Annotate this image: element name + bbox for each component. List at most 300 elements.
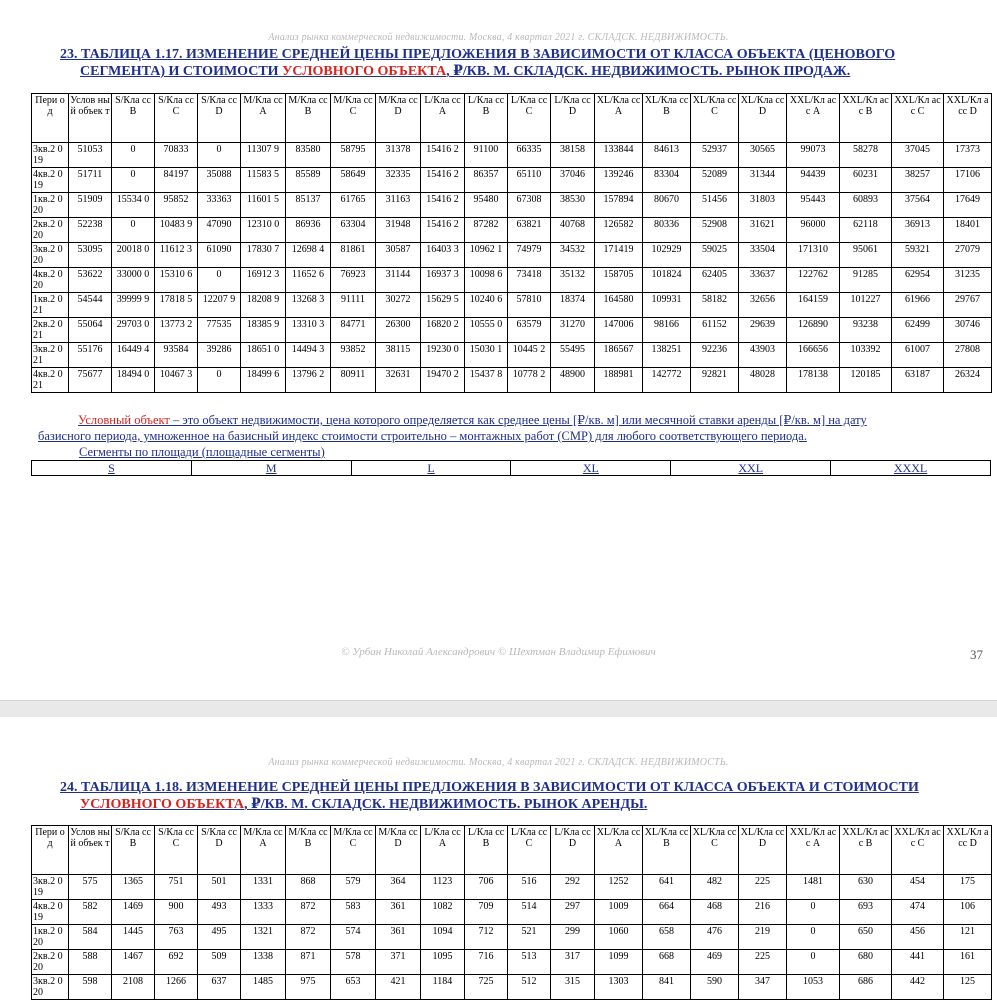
column-header: XL/Кла сс A — [595, 94, 643, 143]
title-red-term: УСЛОВНОГО ОБЪЕКТА — [80, 797, 244, 812]
value-cell: 871 — [286, 950, 331, 975]
value-cell: 91111 — [331, 293, 376, 318]
value-cell: 93852 — [331, 343, 376, 368]
value-cell: 61765 — [331, 193, 376, 218]
value-cell: 31270 — [551, 318, 595, 343]
value-cell: 80911 — [331, 368, 376, 393]
column-header: XL/Кла сс D — [739, 94, 787, 143]
value-cell: 40768 — [551, 218, 595, 243]
column-header: XL/Кла сс C — [691, 94, 739, 143]
value-cell: 31621 — [739, 218, 787, 243]
value-cell: 582 — [69, 900, 112, 925]
value-cell: 509 — [198, 950, 241, 975]
period-cell: 3кв.2 019 — [32, 875, 69, 900]
value-cell: 62954 — [892, 268, 944, 293]
value-cell: 975 — [286, 975, 331, 1000]
value-cell: 87282 — [465, 218, 508, 243]
value-cell: 872 — [286, 925, 331, 950]
value-cell: 637 — [198, 975, 241, 1000]
column-header: M/Кла сс B — [286, 826, 331, 875]
value-cell: 19230 0 — [421, 343, 465, 368]
table-row — [32, 243, 992, 268]
column-header: XXL/Кл асс B — [840, 826, 892, 875]
value-cell: 468 — [691, 900, 739, 925]
value-cell: 73418 — [508, 268, 551, 293]
column-header: M/Кла сс A — [241, 826, 286, 875]
value-cell: 54544 — [69, 293, 112, 318]
value-cell: 86357 — [465, 168, 508, 193]
value-cell: 10778 2 — [508, 368, 551, 393]
table-row — [32, 950, 992, 975]
value-cell: 33000 0 — [112, 268, 155, 293]
value-cell: 868 — [286, 875, 331, 900]
value-cell: 18374 — [551, 293, 595, 318]
value-cell: 10962 1 — [465, 243, 508, 268]
value-cell: 92236 — [691, 343, 739, 368]
value-cell: 630 — [840, 875, 892, 900]
value-cell: 96000 — [787, 218, 840, 243]
table-row — [32, 293, 992, 318]
table-row — [32, 875, 992, 900]
period-cell: 2кв.2 021 — [32, 318, 69, 343]
value-cell: 37045 — [892, 143, 944, 168]
value-cell: 872 — [286, 900, 331, 925]
value-cell: 62405 — [691, 268, 739, 293]
period-cell: 3кв.2 020 — [32, 243, 69, 268]
value-cell: 35088 — [198, 168, 241, 193]
column-header: XXL/Кл асс C — [892, 94, 944, 143]
value-cell: 900 — [155, 900, 198, 925]
value-cell: 55495 — [551, 343, 595, 368]
value-cell: 60231 — [840, 168, 892, 193]
value-cell: 512 — [508, 975, 551, 1000]
value-cell: 225 — [739, 950, 787, 975]
value-cell: 51711 — [69, 168, 112, 193]
title-line-1: 24. ТАБЛИЦА 1.18. ИЗМЕНЕНИЕ СРЕДНЕЙ ЦЕНЫ ПРЕДЛОЖЕНИЯ В ЗАВИСИМОСТИ ОТ КЛАССА ОБЪЕКТА И СТОИМОСТИ — [60, 780, 919, 795]
value-cell: 692 — [155, 950, 198, 975]
value-cell: 63579 — [508, 318, 551, 343]
value-cell: 122762 — [787, 268, 840, 293]
value-cell: 16820 2 — [421, 318, 465, 343]
table-row — [32, 975, 992, 1000]
value-cell: 30746 — [944, 318, 992, 343]
segment-link-xl[interactable]: XL — [511, 461, 671, 476]
value-cell: 1481 — [787, 875, 840, 900]
value-cell: 1321 — [241, 925, 286, 950]
value-cell: 158705 — [595, 268, 643, 293]
value-cell: 297 — [551, 900, 595, 925]
value-cell: 26300 — [376, 318, 421, 343]
period-cell: 3кв.2 019 — [32, 143, 69, 168]
value-cell: 664 — [643, 900, 691, 925]
value-cell: 0 — [112, 143, 155, 168]
value-cell: 653 — [331, 975, 376, 1000]
value-cell: 62499 — [892, 318, 944, 343]
value-cell: 51456 — [691, 193, 739, 218]
value-cell: 63821 — [508, 218, 551, 243]
value-cell: 29767 — [944, 293, 992, 318]
value-cell: 51909 — [69, 193, 112, 218]
definition-text-1: – это объект недвижимости, цена которого определяется как среднее цены [₽/кв. м] или месячной ставки аренды [₽/кв. м] на дату — [169, 413, 867, 427]
value-cell: 60893 — [840, 193, 892, 218]
period-cell: 4кв.2 020 — [32, 268, 69, 293]
value-cell: 37046 — [551, 168, 595, 193]
value-cell: 91285 — [840, 268, 892, 293]
column-header: XXL/Кл асс A — [787, 826, 840, 875]
value-cell: 1184 — [421, 975, 465, 1000]
value-cell: 10555 0 — [465, 318, 508, 343]
value-cell: 65110 — [508, 168, 551, 193]
value-cell: 142772 — [643, 368, 691, 393]
value-cell: 11583 5 — [241, 168, 286, 193]
column-header: Пери од — [32, 94, 69, 143]
segment-link-l[interactable]: L — [351, 461, 511, 476]
value-cell: 95480 — [465, 193, 508, 218]
value-cell: 18494 0 — [112, 368, 155, 393]
value-cell: 27808 — [944, 343, 992, 368]
period-cell: 1кв.2 020 — [32, 193, 69, 218]
value-cell: 514 — [508, 900, 551, 925]
value-cell: 474 — [892, 900, 944, 925]
value-cell: 658 — [643, 925, 691, 950]
value-cell: 16449 4 — [112, 343, 155, 368]
value-cell: 501 — [198, 875, 241, 900]
value-cell: 583 — [331, 900, 376, 925]
value-cell: 76923 — [331, 268, 376, 293]
value-cell: 10445 2 — [508, 343, 551, 368]
column-header: M/Кла сс D — [376, 826, 421, 875]
value-cell: 81861 — [331, 243, 376, 268]
table-row — [32, 218, 992, 243]
value-cell: 575 — [69, 875, 112, 900]
value-cell: 31163 — [376, 193, 421, 218]
value-cell: 55176 — [69, 343, 112, 368]
value-cell: 32335 — [376, 168, 421, 193]
column-header: XXL/Кл асс B — [840, 94, 892, 143]
value-cell: 584 — [69, 925, 112, 950]
value-cell: 469 — [691, 950, 739, 975]
segment-link-s[interactable]: S — [32, 461, 192, 476]
column-header: M/Кла сс A — [241, 94, 286, 143]
value-cell: 361 — [376, 900, 421, 925]
table-title-1-17 — [60, 46, 960, 80]
column-header: XL/Кла сс C — [691, 826, 739, 875]
value-cell: 493 — [198, 900, 241, 925]
value-cell: 598 — [69, 975, 112, 1000]
value-cell: 31378 — [376, 143, 421, 168]
value-cell: 84197 — [155, 168, 198, 193]
segment-link-xxxl[interactable]: XXXL — [831, 461, 991, 476]
value-cell: 188981 — [595, 368, 643, 393]
value-cell: 15416 2 — [421, 218, 465, 243]
value-cell: 12310 0 — [241, 218, 286, 243]
column-header: L/Кла сс A — [421, 826, 465, 875]
value-cell: 454 — [892, 875, 944, 900]
value-cell: 0 — [787, 950, 840, 975]
column-header: S/Кла сс C — [155, 826, 198, 875]
column-header: M/Кла сс C — [331, 826, 376, 875]
value-cell: 292 — [551, 875, 595, 900]
column-header: L/Кла сс C — [508, 826, 551, 875]
value-cell: 18651 0 — [241, 343, 286, 368]
value-cell: 10467 3 — [155, 368, 198, 393]
value-cell: 75677 — [69, 368, 112, 393]
value-cell: 101227 — [840, 293, 892, 318]
value-cell: 109931 — [643, 293, 691, 318]
column-header: XXL/Кл асс C — [892, 826, 944, 875]
value-cell: 1331 — [241, 875, 286, 900]
value-cell: 58182 — [691, 293, 739, 318]
value-cell: 53622 — [69, 268, 112, 293]
value-cell: 763 — [155, 925, 198, 950]
value-cell: 58649 — [331, 168, 376, 193]
segments-table — [31, 460, 991, 476]
value-cell: 33363 — [198, 193, 241, 218]
value-cell: 686 — [840, 975, 892, 1000]
value-cell: 225 — [739, 875, 787, 900]
value-cell: 16403 3 — [421, 243, 465, 268]
value-cell: 85137 — [286, 193, 331, 218]
value-cell: 33637 — [739, 268, 787, 293]
value-cell: 43903 — [739, 343, 787, 368]
period-cell: 3кв.2 021 — [32, 343, 69, 368]
value-cell: 171419 — [595, 243, 643, 268]
value-cell: 83304 — [643, 168, 691, 193]
value-cell: 58795 — [331, 143, 376, 168]
value-cell: 16937 3 — [421, 268, 465, 293]
footer-copyright: © Урбан Николай Александрович © Шехтман Владимир Ефимович — [341, 646, 656, 658]
value-cell: 1365 — [112, 875, 155, 900]
table-row — [32, 368, 992, 393]
value-cell: 1469 — [112, 900, 155, 925]
value-cell: 1338 — [241, 950, 286, 975]
value-cell: 98166 — [643, 318, 691, 343]
value-cell: 29703 0 — [112, 318, 155, 343]
value-cell: 590 — [691, 975, 739, 1000]
column-header: XXL/Кл асс D — [944, 826, 992, 875]
value-cell: 11601 5 — [241, 193, 286, 218]
value-cell: 74979 — [508, 243, 551, 268]
value-cell: 61090 — [198, 243, 241, 268]
value-cell: 709 — [465, 900, 508, 925]
value-cell: 61966 — [892, 293, 944, 318]
value-cell: 51053 — [69, 143, 112, 168]
value-cell: 216 — [739, 900, 787, 925]
value-cell: 36913 — [892, 218, 944, 243]
table-row — [32, 343, 992, 368]
value-cell: 26324 — [944, 368, 992, 393]
value-cell: 476 — [691, 925, 739, 950]
value-cell: 27079 — [944, 243, 992, 268]
value-cell: 317 — [551, 950, 595, 975]
value-cell: 15310 6 — [155, 268, 198, 293]
value-cell: 92821 — [691, 368, 739, 393]
value-cell: 121 — [944, 925, 992, 950]
value-cell: 12207 9 — [198, 293, 241, 318]
value-cell: 59321 — [892, 243, 944, 268]
value-cell: 102929 — [643, 243, 691, 268]
value-cell: 299 — [551, 925, 595, 950]
value-cell: 86936 — [286, 218, 331, 243]
period-cell: 4кв.2 021 — [32, 368, 69, 393]
value-cell: 94439 — [787, 168, 840, 193]
value-cell: 52238 — [69, 218, 112, 243]
column-header: L/Кла сс B — [465, 826, 508, 875]
value-cell: 11612 3 — [155, 243, 198, 268]
value-cell: 1082 — [421, 900, 465, 925]
value-cell: 0 — [198, 143, 241, 168]
page-separator — [0, 700, 997, 718]
value-cell: 442 — [892, 975, 944, 1000]
value-cell: 52908 — [691, 218, 739, 243]
value-cell: 139246 — [595, 168, 643, 193]
value-cell: 171310 — [787, 243, 840, 268]
value-cell: 12698 4 — [286, 243, 331, 268]
period-cell: 2кв.2 020 — [32, 218, 69, 243]
value-cell: 0 — [112, 218, 155, 243]
column-header: XL/Кла сс B — [643, 826, 691, 875]
value-cell: 35132 — [551, 268, 595, 293]
period-cell: 4кв.2 019 — [32, 168, 69, 193]
definition-term: Условный объект — [78, 413, 170, 427]
column-header: S/Кла сс D — [198, 826, 241, 875]
value-cell: 93584 — [155, 343, 198, 368]
value-cell: 103392 — [840, 343, 892, 368]
value-cell: 13268 3 — [286, 293, 331, 318]
period-cell: 1кв.2 021 — [32, 293, 69, 318]
value-cell: 17830 7 — [241, 243, 286, 268]
value-cell: 120185 — [840, 368, 892, 393]
value-cell: 1485 — [241, 975, 286, 1000]
value-cell: 579 — [331, 875, 376, 900]
value-cell: 164580 — [595, 293, 643, 318]
value-cell: 80336 — [643, 218, 691, 243]
value-cell: 58278 — [840, 143, 892, 168]
value-cell: 126582 — [595, 218, 643, 243]
value-cell: 61152 — [691, 318, 739, 343]
page-number: 37 — [970, 647, 983, 662]
title-red-term: УСЛОВНОГО ОБЪЕКТА — [282, 64, 447, 79]
value-cell: 15629 5 — [421, 293, 465, 318]
value-cell: 18208 9 — [241, 293, 286, 318]
value-cell: 421 — [376, 975, 421, 1000]
value-cell: 133844 — [595, 143, 643, 168]
value-cell: 18401 — [944, 218, 992, 243]
segment-link-xxl[interactable]: XXL — [671, 461, 831, 476]
value-cell: 1252 — [595, 875, 643, 900]
value-cell: 55064 — [69, 318, 112, 343]
column-header: L/Кла сс A — [421, 94, 465, 143]
value-cell: 588 — [69, 950, 112, 975]
value-cell: 38158 — [551, 143, 595, 168]
column-header: XL/Кла сс B — [643, 94, 691, 143]
value-cell: 39286 — [198, 343, 241, 368]
value-cell: 157894 — [595, 193, 643, 218]
value-cell: 725 — [465, 975, 508, 1000]
value-cell: 641 — [643, 875, 691, 900]
value-cell: 521 — [508, 925, 551, 950]
value-cell: 13310 3 — [286, 318, 331, 343]
value-cell: 315 — [551, 975, 595, 1000]
value-cell: 48900 — [551, 368, 595, 393]
definition-note — [38, 412, 990, 444]
value-cell: 17649 — [944, 193, 992, 218]
value-cell: 30272 — [376, 293, 421, 318]
value-cell: 31803 — [739, 193, 787, 218]
value-cell: 91100 — [465, 143, 508, 168]
table-row — [32, 268, 992, 293]
value-cell: 37564 — [892, 193, 944, 218]
value-cell: 1445 — [112, 925, 155, 950]
value-cell: 0 — [198, 268, 241, 293]
value-cell: 93238 — [840, 318, 892, 343]
value-cell: 32656 — [739, 293, 787, 318]
value-cell: 95443 — [787, 193, 840, 218]
value-cell: 62118 — [840, 218, 892, 243]
value-cell: 371 — [376, 950, 421, 975]
value-cell: 15437 8 — [465, 368, 508, 393]
value-cell: 38530 — [551, 193, 595, 218]
segments-title: Сегменты по площади (площадные сегменты) — [79, 445, 325, 459]
value-cell: 516 — [508, 875, 551, 900]
table-row — [32, 168, 992, 193]
value-cell: 63187 — [892, 368, 944, 393]
value-cell: 83580 — [286, 143, 331, 168]
value-cell: 17818 5 — [155, 293, 198, 318]
column-header: Услов ный объек т — [69, 826, 112, 875]
column-header: Услов ный объек т — [69, 94, 112, 143]
title-line-2b: , ₽/КВ. М. СКЛАДСК. НЕДВИЖИМОСТЬ. РЫНОК АРЕНДЫ. — [244, 797, 648, 812]
value-cell: 125 — [944, 975, 992, 1000]
value-cell: 31948 — [376, 218, 421, 243]
running-head: Анализ рынка коммерческой недвижимости. Москва, 4 квартал 2021 г. СКЛАДСК. НЕДВИЖИМОСТЬ. — [268, 32, 729, 43]
value-cell: 841 — [643, 975, 691, 1000]
value-cell: 164159 — [787, 293, 840, 318]
value-cell: 347 — [739, 975, 787, 1000]
value-cell: 16912 3 — [241, 268, 286, 293]
value-cell: 53095 — [69, 243, 112, 268]
value-cell: 1060 — [595, 925, 643, 950]
value-cell: 59025 — [691, 243, 739, 268]
period-cell: 4кв.2 019 — [32, 900, 69, 925]
value-cell: 15416 2 — [421, 168, 465, 193]
value-cell: 364 — [376, 875, 421, 900]
table-row — [32, 143, 992, 168]
column-header: XL/Кла сс D — [739, 826, 787, 875]
value-cell: 0 — [787, 925, 840, 950]
table-title-1-18 — [60, 779, 960, 813]
title-line-2a: СЕГМЕНТА) И СТОИМОСТИ — [80, 64, 283, 79]
segment-link-m[interactable]: M — [191, 461, 351, 476]
value-cell: 31344 — [739, 168, 787, 193]
running-head: Анализ рынка коммерческой недвижимости. Москва, 4 квартал 2021 г. СКЛАДСК. НЕДВИЖИМОСТЬ. — [268, 757, 729, 768]
value-cell: 31235 — [944, 268, 992, 293]
value-cell: 99073 — [787, 143, 840, 168]
value-cell: 70833 — [155, 143, 198, 168]
value-cell: 161 — [944, 950, 992, 975]
value-cell: 361 — [376, 925, 421, 950]
table-row — [32, 193, 992, 218]
value-cell: 138251 — [643, 343, 691, 368]
value-cell: 1053 — [787, 975, 840, 1000]
value-cell: 57810 — [508, 293, 551, 318]
value-cell: 219 — [739, 925, 787, 950]
value-cell: 1333 — [241, 900, 286, 925]
value-cell: 693 — [840, 900, 892, 925]
value-cell: 17106 — [944, 168, 992, 193]
value-cell: 166656 — [787, 343, 840, 368]
value-cell: 66335 — [508, 143, 551, 168]
